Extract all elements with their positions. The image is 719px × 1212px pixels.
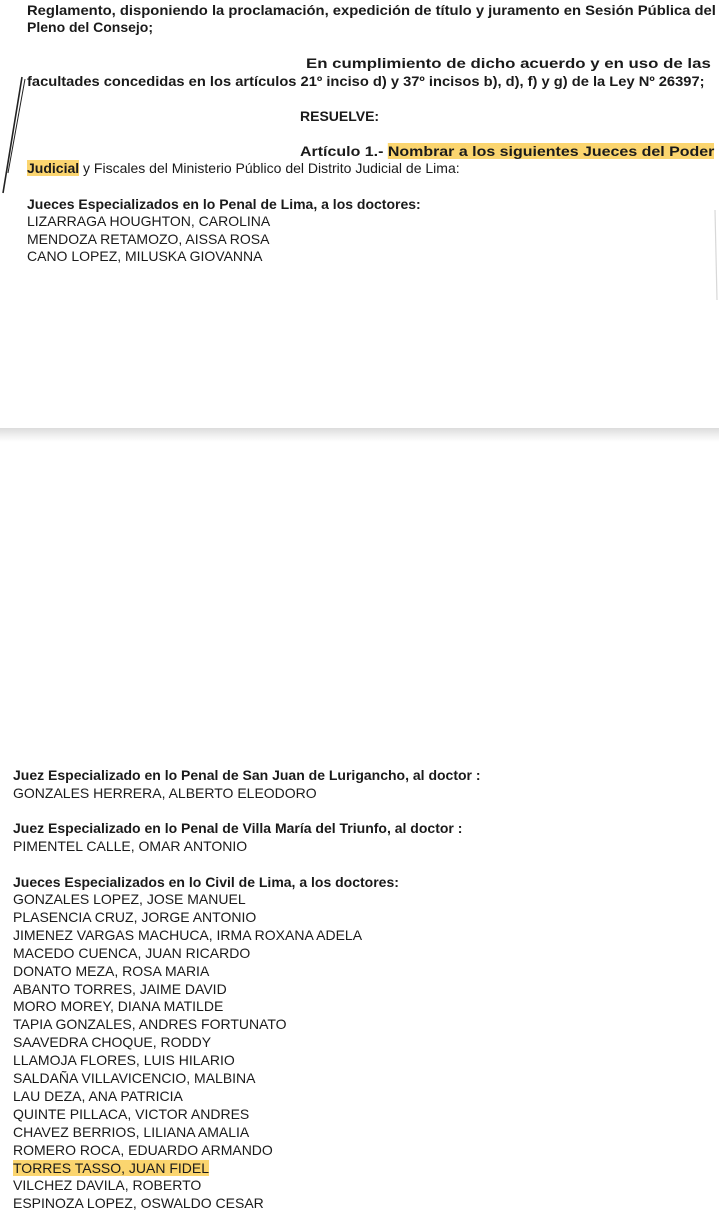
section-heading-penal-lima: Jueces Especializados en lo Penal de Lima, a los doctores: bbox=[27, 196, 421, 212]
judge-name bbox=[13, 1052, 235, 1069]
resuelve-heading: RESUELVE: bbox=[300, 108, 380, 124]
judge-name-text: JIMENEZ VARGAS MACHUCA, IRMA ROXANA ADELA bbox=[13, 926, 363, 943]
judge-name-text: ABANTO TORRES, JAIME DAVID bbox=[13, 980, 227, 997]
judge-name-text: GONZALES LOPEZ, JOSE MANUEL bbox=[13, 891, 246, 907]
judge-name bbox=[13, 1016, 287, 1033]
judge-name-text: MACEDO CUENCA, JUAN RICARDO bbox=[13, 944, 251, 961]
judge-name bbox=[13, 1160, 209, 1177]
judge-name-text: SAAVEDRA CHOQUE, RODDY bbox=[13, 1034, 212, 1051]
judge-name: MENDOZA RETAMOZO, AISSA ROSA bbox=[27, 231, 270, 247]
judge-name bbox=[13, 1106, 249, 1123]
judge-name-text: DONATO MEZA, ROSA MARIA bbox=[13, 962, 210, 979]
intro-line-2: Pleno del Consejo; bbox=[27, 19, 154, 35]
section-heading-civil: Jueces Especializados en lo Civil de Lima, a los doctores: bbox=[13, 874, 399, 890]
article-highlight-2: Judicial bbox=[27, 160, 80, 176]
article-1-line-1 bbox=[300, 143, 714, 160]
section-heading-vmt: Juez Especializado en lo Penal de Villa María del Triunfo, al doctor : bbox=[13, 820, 463, 836]
judge-name bbox=[13, 1070, 256, 1087]
page-separator bbox=[0, 428, 719, 442]
judge-name bbox=[13, 909, 256, 926]
judge-name-text: CHAVEZ BERRIOS, LILIANA AMALIA bbox=[13, 1123, 250, 1140]
judge-name bbox=[13, 963, 209, 980]
intro-line-1: Reglamento, disponiendo la proclamación, expedición de título y juramento en Sesión Pública del bbox=[27, 2, 716, 18]
judge-name-text: TAPIA GONZALES, ANDRES FORTUNATO bbox=[13, 1016, 287, 1033]
article-rest: y Fiscales del Ministerio Público del Distrito Judicial de Lima: bbox=[79, 160, 460, 176]
judge-name bbox=[13, 1124, 249, 1141]
article-highlight-1: Nombrar a los siguientes Jueces del Poder bbox=[387, 143, 715, 159]
section-heading-sjl: Juez Especializado en lo Penal de San Juan de Lurigancho, al doctor : bbox=[13, 767, 481, 783]
judge-name: GONZALES HERRERA, ALBERTO ELEODORO bbox=[13, 785, 317, 801]
judge-name: PIMENTEL CALLE, OMAR ANTONIO bbox=[13, 838, 248, 854]
judge-name-text: LLAMOJA FLORES, LUIS HILARIO bbox=[13, 1052, 235, 1069]
judge-name: CANO LOPEZ, MILUSKA GIOVANNA bbox=[27, 248, 263, 264]
judge-name-text: PLASENCIA CRUZ, JORGE ANTONIO bbox=[13, 908, 257, 925]
judge-name-text: ESPINOZA LOPEZ, OSWALDO CESAR bbox=[13, 1195, 264, 1212]
page-edge-mark bbox=[710, 210, 719, 300]
judge-name bbox=[13, 1177, 201, 1194]
article-label: Artículo 1.- bbox=[300, 143, 384, 159]
judge-name bbox=[13, 1034, 211, 1051]
document-page-bottom bbox=[0, 442, 719, 1212]
judge-name-text: LAU DEZA, ANA PATRICIA bbox=[13, 1087, 183, 1104]
paragraph-line-2: facultades concedidas en los artículos 21º inciso d) y 37º incisos b), d), f) y g) de la Ley Nº 26397; bbox=[27, 73, 705, 89]
judge-name: LIZARRAGA HOUGHTON, CAROLINA bbox=[27, 213, 271, 229]
judge-name bbox=[13, 981, 227, 998]
judge-name-text: MORO MOREY, DIANA MATILDE bbox=[13, 998, 224, 1015]
highlighted-judge-name: TORRES TASSO, JUAN FIDEL bbox=[13, 1159, 210, 1176]
judge-name bbox=[13, 945, 250, 962]
paragraph-line-1: En cumplimiento de dicho acuerdo y en uso de las bbox=[306, 55, 711, 71]
judge-name-text: ROMERO ROCA, EDUARDO ARMANDO bbox=[13, 1141, 273, 1158]
judge-name-text: VILCHEZ DAVILA, ROBERTO bbox=[13, 1177, 202, 1194]
judge-name-text: SALDAÑA VILLAVICENCIO, MALBINA bbox=[13, 1070, 256, 1086]
judge-name-text: QUINTE PILLACA, VICTOR ANDRES bbox=[13, 1105, 250, 1122]
document-page-top bbox=[0, 0, 719, 428]
article-1-line-2 bbox=[27, 160, 460, 177]
judge-name bbox=[13, 998, 223, 1015]
judge-name bbox=[13, 1142, 273, 1159]
pen-stroke-mark bbox=[0, 75, 30, 195]
judge-name bbox=[13, 927, 362, 944]
judge-name bbox=[13, 891, 246, 908]
judge-name bbox=[13, 1195, 264, 1212]
judge-name bbox=[13, 1088, 183, 1105]
